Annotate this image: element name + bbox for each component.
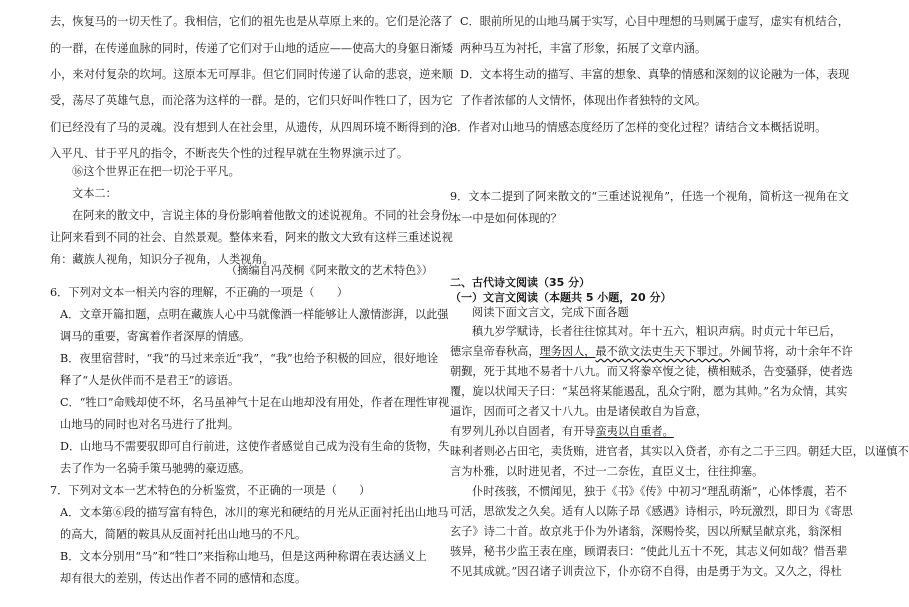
question-7-option: C．眼前所见的山地马属于实写，心目中理想的马则属于虚写，虚实有机结合，	[460, 15, 849, 28]
classical-line	[450, 345, 853, 359]
question-7-option: 却有很大的差别，传达出作者不同的感情和态度。	[60, 572, 307, 585]
classical-line: 仆时孩骇，不惯闻见，独于《书》《传》中初习“理乱萌渐”，心体悸震，若不	[472, 485, 848, 498]
classical-line: 言为朴雅，以时进见者，不过一二奈佐，直臣义士，往往抑塞。	[450, 465, 764, 478]
question-7-stem: 7．下列对文本一艺术特色的分析鉴赏，不正确的一项是（ ）	[50, 484, 371, 497]
question-6-option: D．山地马不需要驭即可自行前进，这使作者感觉自己成为没有生命的货物，失	[60, 440, 450, 453]
text2-line: 在阿来的散文中，言说主体的身份影响着他散文的述说视角。不同的社会身份	[72, 209, 453, 222]
question-7-option: D．文本将生动的描写、丰富的想象、真挚的情感和深刻的议论融为一体，表现	[460, 68, 850, 81]
question-7-option: 了作者浓郁的人文情怀，体现出作者独特的文风。	[460, 94, 707, 107]
classical-line: 玄子》诗二十首。故京兆于仆为外诸翁，深赐怜奖，因以所赋呈献京兆，翁深相	[450, 525, 842, 538]
classical-segment: 德宗皇帝春秋高，	[450, 345, 540, 358]
paragraph-16: ⑯这个世界正在把一切沦于平凡。	[72, 165, 240, 178]
classical-line: 骇异，秘书少监王表在座，顾谓表曰：“使此儿五十不死，其志义何如哉？惜吾辈	[450, 545, 848, 558]
question-9-line: 本一中是如何体现的？	[450, 212, 562, 225]
classical-line: 朝觐，死于其地不易者十八九。而又将豢卒愎之徒，横相贼杀，告变骚驿，使者选	[450, 365, 853, 378]
classical-line: 覆，旋以状闻天子曰：“某邑将某能遏乱，乱众宁附，愿为其帅。”名为众情，其实	[450, 385, 848, 398]
passage-line: 去，恢复马的一切天性了。我相信，它们的祖先也是从草原上来的。它们是沦落了	[50, 15, 453, 28]
classical-line: 不见其成就。”因召诸子训责泣下，仆亦窃不自得，由是勇于为文。又久之，得杜	[450, 565, 842, 578]
excerpt-source: （摘编自冯茂桐《阿来散文的艺术特色》）	[226, 264, 433, 277]
classical-line	[450, 425, 674, 439]
question-7-option: A．文本第⑥段的描写富有特色，冰川的寒光和硬结的月光从正面衬托出山地马	[60, 506, 449, 519]
classical-segment: 外阃节将，动十余年不许	[729, 345, 853, 358]
section-2-subtitle: （一）文言文阅读（本题共 5 小题，20 分）	[450, 291, 672, 304]
classical-line: 逼诈，因而可之者又十八九。由是诸侯敢自为旨意，	[450, 405, 708, 418]
passage-line: 们已经没有了马的灵魂。没有想到人在社会里，从遗传，从四周环境不断得到的沦	[50, 121, 453, 134]
passage-line: 小，来对付复杂的坎坷。这原本无可厚非。但它们同时传递了认命的悲哀，逆来顺	[50, 68, 453, 81]
wavy-underlined-segment: 最不欲文法吏生天下罪过。	[595, 345, 730, 358]
classical-segment: 有罗列儿孙以自固者，有开导	[450, 425, 596, 438]
question-6-option: 山地马的同时也对名马进行了批判。	[60, 418, 240, 431]
passage-line: 的一群，在传递血脉的同时，传递了它们对于山地的适应——使高大的身躯日渐矮	[50, 42, 453, 55]
question-6-option: 调马的重要，寄寓着作者深厚的情感。	[60, 330, 251, 343]
question-6-stem: 6．下列对文本一相关内容的理解，不正确的一项是（ ）	[50, 286, 348, 299]
question-8: 8．作者对山地马的情感态度经历了怎样的变化过程？请结合文本概括说明。	[450, 121, 827, 134]
passage-line: 入平凡、甘于平凡的指令，不断丧失个性的过程早就在生物界演示过了。	[50, 147, 409, 160]
question-6-option: A．文章开篇扣题，点明在藏族人心中马就像酒一样能够让人激情澎湃，以此强	[60, 308, 449, 321]
section-2-title: 二、古代诗文阅读（35 分）	[450, 276, 591, 289]
question-7-option: B．文本分别用“马”和“牲口”来指称山地马，但是这两种称谓在表达涵义上	[60, 550, 427, 563]
question-6-option: 去了作为一名骑手策马驰骋的豪迈感。	[60, 462, 251, 475]
underlined-segment: 理务因人，	[539, 345, 596, 358]
passage-line: 受，荡尽了英雄气息，而沦落为这样的一群。是的，它们只好叫作牲口了，因为它	[50, 94, 453, 107]
question-6-option: 释了“人是伙伴而不是君王”的谚语。	[60, 374, 240, 387]
classical-line: 可活，思欲发之久矣。适有人以陈子昂《感遇》诗相示，吟玩激烈，即日为《寄思	[450, 505, 853, 518]
underlined-segment: 蛮夷以自重者。	[595, 425, 674, 438]
text2-line: 让阿来看到不同的社会、自然景观。整体来看，阿来的散文大致有这样三重述说视	[50, 231, 453, 244]
classical-line: 稹九岁学赋诗，长者往往惊其对。年十五六，粗识声病。时贞元十年已后，	[472, 325, 842, 338]
question-6-option: C．“牲口”命贱却使不坏，名马虽神气十足在山地却没有用处，作者在理性审视	[60, 396, 450, 409]
text2-label: 文本二：	[72, 187, 117, 200]
question-7-option: 两种马互为衬托，丰富了形象，拓展了文章内涵。	[460, 42, 707, 55]
classical-line: 昧利者则必占田宅，卖货贿，进官者，其实以入贷者，亦有之二于三四。朝廷大臣，以谨慎不	[450, 445, 909, 458]
question-7-option: 的高大，简陋的鞍具从反面衬托出山地马的不凡。	[60, 528, 307, 541]
text2-line: 角：藏族人视角，知识分子视角，人类视角。	[50, 253, 274, 266]
question-9-line: 9．文本二提到了阿来散文的“三重述说视角”，任选一个视角，简析这一视角在文	[450, 190, 849, 203]
reading-instruction: 阅读下面文言文，完成下面各题	[472, 306, 629, 319]
question-6-option: B．夜里宿营时，“我”的马过来亲近“我”，“我”也给予积极的回应，很好地诠	[60, 352, 439, 365]
